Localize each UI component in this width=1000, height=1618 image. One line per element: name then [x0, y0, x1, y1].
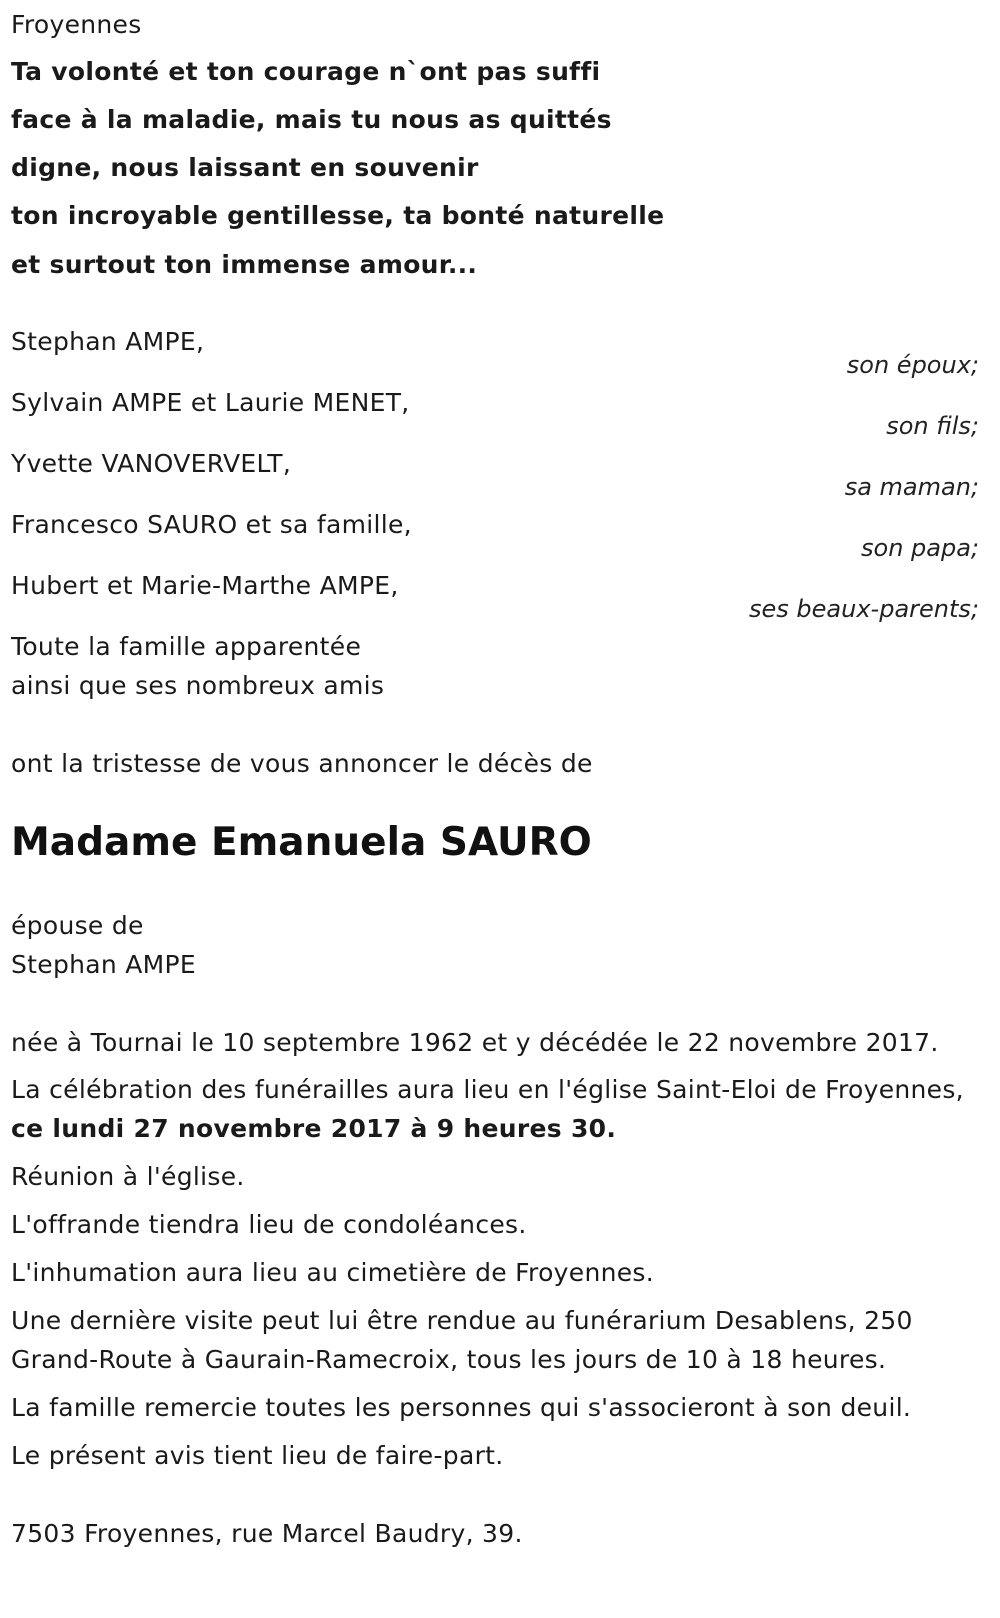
- address-text: 7503 Froyennes, rue Marcel Baudry, 39.: [11, 1519, 523, 1548]
- visit-text: Une dernière visite peut lui être rendue au funérarium Desablens, 250: [11, 1306, 913, 1335]
- family-member-relation: son papa;: [861, 534, 979, 562]
- thanks-text: La famille remercie toutes les personnes qui s'associeront à son deuil.: [11, 1393, 912, 1422]
- poem-line: Ta volonté et ton courage n`ont pas suffi: [11, 57, 601, 86]
- poem-line: face à la maladie, mais tu nous as quittés: [11, 105, 612, 134]
- visit-text: Grand-Route à Gaurain-Ramecroix, tous les jours de 10 à 18 heures.: [11, 1345, 887, 1374]
- notice-text: Le présent avis tient lieu de faire-part.: [11, 1441, 504, 1470]
- announcement-text: ont la tristesse de vous annoncer le décès de: [11, 749, 593, 778]
- burial-text: L'inhumation aura lieu au cimetière de Froyennes.: [11, 1258, 654, 1287]
- family-member-relation: ses beaux-parents;: [749, 595, 979, 623]
- family-member-name: Sylvain AMPE et Laurie MENET,: [11, 388, 410, 417]
- poem-line: ton incroyable gentillesse, ta bonté naturelle: [11, 201, 665, 230]
- family-member-name: Francesco SAURO et sa famille,: [11, 510, 412, 539]
- extended-family-line: ainsi que ses nombreux amis: [11, 671, 385, 700]
- spouse-line: épouse de: [11, 911, 144, 940]
- meeting-text: Réunion à l'église.: [11, 1162, 245, 1191]
- birth-death-text: née à Tournai le 10 septembre 1962 et y décédée le 22 novembre 2017.: [11, 1028, 939, 1057]
- family-member-name: Hubert et Marie-Marthe AMPE,: [11, 571, 399, 600]
- family-member-relation: sa maman;: [844, 473, 979, 501]
- ceremony-date: ce lundi 27 novembre 2017 à 9 heures 30.: [11, 1114, 617, 1143]
- poem-line: et surtout ton immense amour...: [11, 250, 478, 279]
- locality: Froyennes: [11, 10, 142, 39]
- poem-line: digne, nous laissant en souvenir: [11, 153, 479, 182]
- family-member-relation: son fils;: [886, 412, 979, 440]
- family-member-name: Yvette VANOVERVELT,: [11, 449, 292, 478]
- deceased-name: Madame Emanuela SAURO: [11, 820, 592, 865]
- offering-text: L'offrande tiendra lieu de condoléances.: [11, 1210, 527, 1239]
- ceremony-text: La célébration des funérailles aura lieu en l'église Saint-Eloi de Froyennes,: [11, 1075, 964, 1104]
- family-member-name: Stephan AMPE,: [11, 327, 205, 356]
- family-member-relation: son époux;: [846, 351, 979, 379]
- spouse-line: Stephan AMPE: [11, 950, 197, 979]
- extended-family-line: Toute la famille apparentée: [11, 632, 362, 661]
